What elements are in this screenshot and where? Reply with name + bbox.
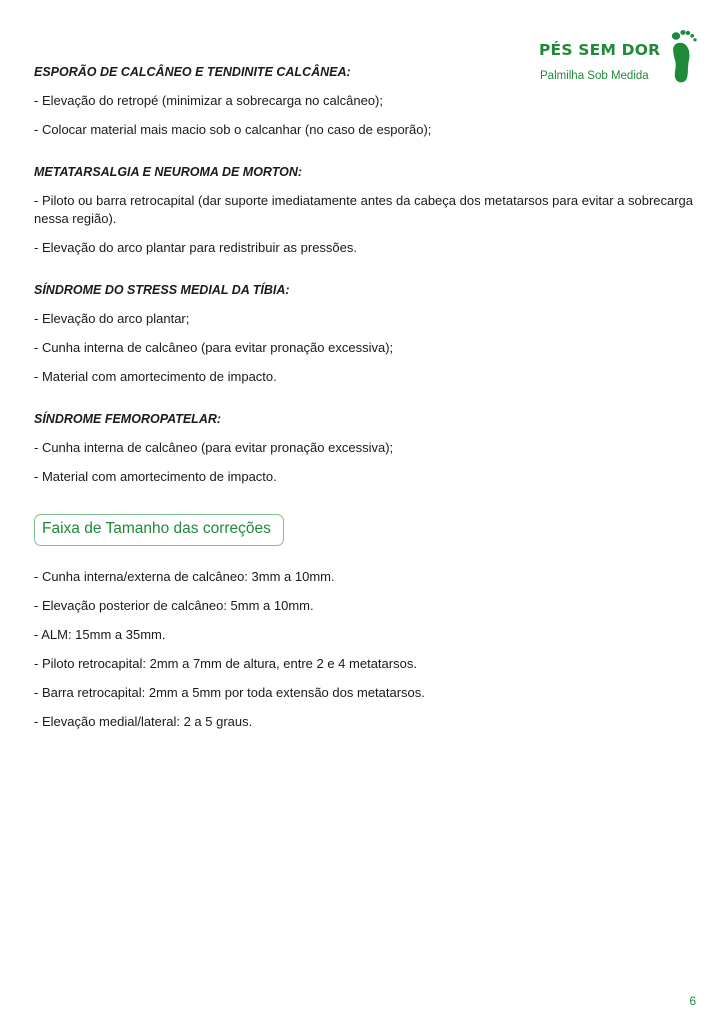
page-number: 6 <box>689 994 696 1008</box>
list-item: - Cunha interna de calcâneo (para evitar pronação excessiva); <box>34 340 394 355</box>
document-body <box>34 64 694 742</box>
list-item: - Elevação do arco plantar; <box>34 311 190 326</box>
list-item: - Elevação posterior de calcâneo: 5mm a 10mm. <box>34 598 314 613</box>
section-femoropatelar <box>34 411 694 486</box>
list-item: - Cunha interna/externa de calcâneo: 3mm a 10mm. <box>34 569 335 584</box>
list-item: - Elevação medial/lateral: 2 a 5 graus. <box>34 714 253 729</box>
list-item: - Elevação do arco plantar para redistribuir as pressões. <box>34 240 357 255</box>
list-item: - Colocar material mais macio sob o calcanhar (no caso de esporão); <box>34 122 432 137</box>
list-item: - Piloto ou barra retrocapital (dar suporte imediatamente antes da cabeça dos metatarsos para evitar a sobrecarga nessa região). <box>34 193 694 226</box>
list-item: - Piloto retrocapital: 2mm a 7mm de altura, entre 2 e 4 metatarsos. <box>34 656 417 671</box>
section-stress-medial-tibia <box>34 282 694 386</box>
corrections-box-title: Faixa de Tamanho das correções <box>34 514 284 546</box>
list-item: - Material com amortecimento de impacto. <box>34 469 277 484</box>
section-metatarsalgia <box>34 164 694 257</box>
section-heading: SÍNDROME DO STRESS MEDIAL DA TÍBIA: <box>34 283 290 297</box>
corrections-list <box>34 568 694 731</box>
section-heading: ESPORÃO DE CALCÂNEO E TENDINITE CALCÂNEA: <box>34 65 351 79</box>
list-item: - Cunha interna de calcâneo (para evitar pronação excessiva); <box>34 440 394 455</box>
list-item: - Material com amortecimento de impacto. <box>34 369 277 384</box>
logo-title: PÉS SEM DOR <box>539 41 661 59</box>
logo-subtitle: Palmilha Sob Medida <box>540 70 649 82</box>
section-esporao <box>34 64 694 139</box>
section-heading: SÍNDROME FEMOROPATELAR: <box>34 412 222 426</box>
list-item: - Barra retrocapital: 2mm a 5mm por toda extensão dos metatarsos. <box>34 685 425 700</box>
section-heading: METATARSALGIA E NEUROMA DE MORTON: <box>34 165 303 179</box>
list-item: - Elevação do retropé (minimizar a sobrecarga no calcâneo); <box>34 93 384 108</box>
list-item: - ALM: 15mm a 35mm. <box>34 627 166 642</box>
